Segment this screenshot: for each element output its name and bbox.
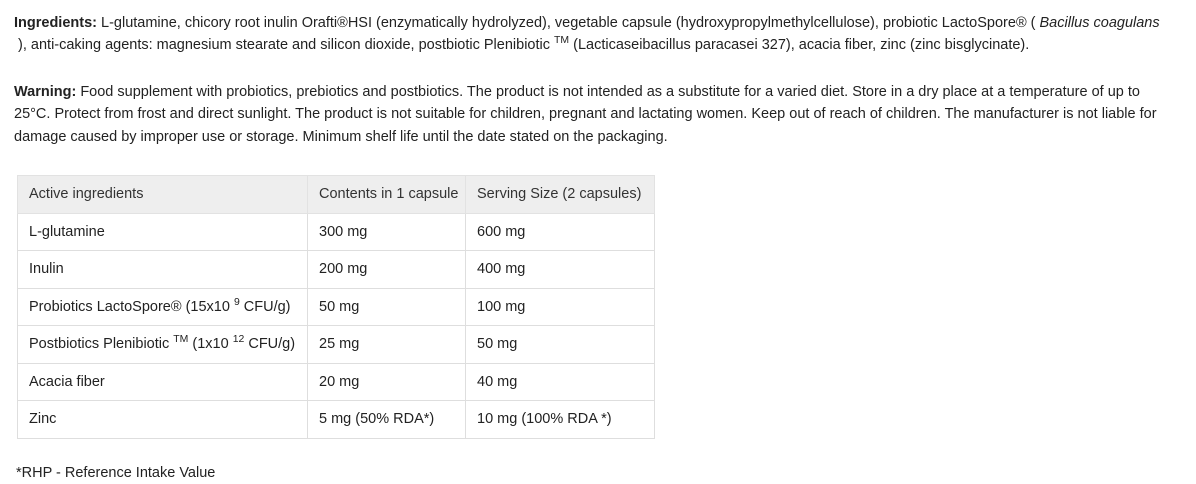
cell-serving-size: 40 mg: [466, 363, 655, 400]
cell-serving-size: 400 mg: [466, 251, 655, 288]
ingredients-text-part-3: (Lacticaseibacillus paracasei 327), acacia fiber, zinc (zinc bisglycinate).: [569, 37, 1030, 54]
column-header-contents-per-capsule: Contents in 1 capsule: [308, 176, 466, 213]
ingredients-text-part-2: ), anti-caking agents: magnesium stearate and silicon dioxide, postbiotic Plenibiotic: [14, 37, 555, 54]
cell-ingredient-name: [18, 401, 308, 438]
warning-text: Food supplement with probiotics, prebiotics and postbiotics. The product is not intended as a substitute for a varied diet. Store in a dry place at a temperature of up to 25°C. Protect from frost and direct sunlight. The product is not suitable for children, pregnant and lactating women. Keep out of reach of children. The manufacturer is not liable for damage caused by improper use or storage. Minimum shelf life until the date stated on the packaging.: [14, 83, 1157, 145]
table-row: [18, 363, 655, 400]
cell-ingredient-name: [18, 288, 308, 325]
exponent-superscript: 9: [233, 296, 240, 308]
ingredient-name-text: Acacia fiber: [29, 373, 105, 390]
table-footnote: *RHP - Reference Intake Value: [16, 464, 216, 481]
ingredient-name-text: Zinc: [29, 411, 57, 428]
ingredient-name-suffix: CFU/g): [239, 298, 291, 315]
ingredients-text-part-1: L-glutamine, chicory root inulin Orafti®HSI (enzymatically hydrolyzed), vegetable capsule (hydroxypropylmethylcellulose), probiotic LactoSpore® (: [96, 15, 1040, 31]
trademark-superscript: TM: [554, 35, 570, 47]
cell-serving-size: 10 mg (100% RDA *): [466, 401, 655, 438]
cell-contents-per-capsule: 300 mg: [308, 213, 466, 250]
table-row: [18, 251, 655, 288]
ingredient-name-text: Postbiotics Plenibiotic: [29, 336, 174, 353]
trademark-superscript: TM: [173, 334, 189, 346]
ingredients-organism-name: Bacillus coagulans: [1039, 15, 1160, 31]
ingredients-paragraph: [14, 12, 1164, 57]
cell-contents-per-capsule: 50 mg: [308, 288, 466, 325]
table-row: [18, 288, 655, 325]
table-row: [18, 326, 655, 363]
ingredient-name-suffix: CFU/g): [244, 336, 296, 353]
table-header-row: [18, 176, 655, 213]
ingredients-label: Ingredients:: [14, 15, 97, 31]
cell-serving-size: 100 mg: [466, 288, 655, 325]
column-header-serving-size: Serving Size (2 capsules): [466, 176, 655, 213]
cell-ingredient-name: [18, 326, 308, 363]
cell-ingredient-name: [18, 251, 308, 288]
table-row: [18, 401, 655, 438]
table-row: [18, 213, 655, 250]
exponent-superscript: 12: [232, 334, 245, 346]
cell-serving-size: 50 mg: [466, 326, 655, 363]
cell-contents-per-capsule: 5 mg (50% RDA*): [308, 401, 466, 438]
warning-label: Warning:: [14, 83, 77, 100]
cell-serving-size: 600 mg: [466, 213, 655, 250]
ingredient-name-middle: (1x10: [188, 336, 233, 353]
ingredients-table: [17, 175, 655, 438]
cell-contents-per-capsule: 20 mg: [308, 363, 466, 400]
cell-ingredient-name: [18, 363, 308, 400]
ingredient-name-text: L-glutamine: [29, 223, 105, 240]
column-header-active-ingredients: Active ingredients: [18, 176, 308, 213]
ingredient-name-text: Inulin: [29, 261, 64, 278]
ingredient-name-text: Probiotics LactoSpore® (15x10: [29, 298, 234, 315]
cell-ingredient-name: [18, 213, 308, 250]
warning-paragraph: [14, 81, 1164, 148]
cell-contents-per-capsule: 200 mg: [308, 251, 466, 288]
cell-contents-per-capsule: 25 mg: [308, 326, 466, 363]
